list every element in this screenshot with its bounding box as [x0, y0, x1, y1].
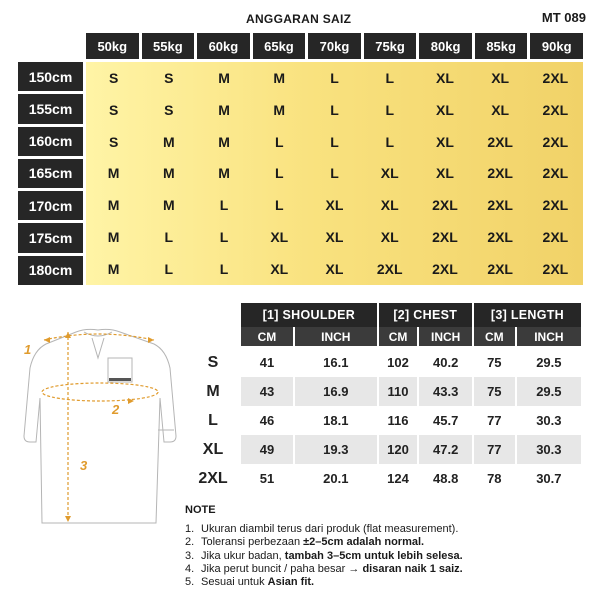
size-cell: L: [330, 165, 339, 182]
size-cell: 2XL: [542, 165, 569, 182]
size-cell: XL: [270, 229, 289, 246]
unit-cell: CM: [474, 327, 515, 346]
size-cell: XL: [380, 229, 399, 246]
height-header: 165cm: [18, 159, 83, 188]
size-cell: M: [218, 69, 230, 86]
weight-header: 55kg: [142, 33, 195, 59]
size-cell: S: [108, 69, 119, 86]
note-text: ±2–5cm adalah normal.: [303, 536, 425, 549]
shoulder-arrow: [44, 334, 154, 340]
note-number: 2.: [185, 536, 195, 549]
size-label: XL: [202, 440, 224, 458]
size-cell: XL: [380, 197, 399, 214]
size-cell: XL: [380, 165, 399, 182]
size-cell: L: [330, 69, 339, 86]
size-cell: S: [164, 69, 174, 86]
measure-row: [187, 377, 581, 406]
size-cell: M: [218, 133, 230, 150]
weight-header: 70kg: [308, 33, 361, 59]
size-label: L: [208, 411, 218, 429]
unit-cell: CM: [379, 327, 418, 346]
unit-cell: INCH: [295, 327, 377, 346]
measure-value: 75: [474, 348, 515, 377]
note-number: 3.: [185, 549, 195, 562]
measurement-table: [185, 303, 583, 493]
note-number: 4.: [185, 562, 195, 575]
weight-header: 80kg: [419, 33, 472, 59]
note-number: 5.: [185, 576, 195, 589]
size-cell: L: [385, 101, 394, 118]
weight-header-row: [86, 33, 583, 59]
measure-value: 78: [474, 464, 515, 493]
weight-header: 65kg: [253, 33, 306, 59]
measure-value: 77: [474, 406, 515, 435]
size-cell: S: [108, 101, 119, 118]
measure-value: 116: [379, 406, 418, 435]
size-cell: L: [330, 101, 339, 118]
size-cell: S: [164, 101, 174, 118]
size-cell: 2XL: [487, 133, 513, 150]
size-cell: 2XL: [432, 229, 458, 246]
measure-value: 41: [241, 348, 293, 377]
size-cell: 2XL: [542, 197, 569, 214]
size-cell: L: [385, 133, 394, 150]
note-text: Ukuran diambil terus dari produk (flat measurement).: [201, 523, 459, 535]
note-text: Asian fit.: [267, 576, 315, 589]
size-cell: XL: [491, 101, 510, 118]
measure-group-row: [187, 303, 581, 327]
measure-value: 40.2: [419, 348, 471, 377]
height-column: [18, 62, 83, 285]
group-chest: [2] CHEST: [379, 303, 472, 327]
group-length: [3] LENGTH: [474, 303, 581, 327]
measure-value: 77: [474, 435, 515, 464]
unit-cell: INCH: [517, 327, 581, 346]
measure-value: 18.1: [295, 406, 377, 435]
measure-value: 51: [241, 464, 293, 493]
measure-row: [187, 435, 581, 464]
size-cell: M: [162, 197, 175, 214]
size-cell: XL: [491, 69, 510, 86]
weight-header: 60kg: [197, 33, 250, 59]
measure-value: 30.3: [517, 435, 581, 464]
measure-row: [187, 406, 581, 435]
size-cell: 2XL: [432, 197, 458, 214]
size-cell: M: [107, 197, 120, 214]
size-cell: L: [330, 133, 339, 150]
size-cell: XL: [435, 69, 454, 86]
group-shoulder: [1] SHOULDER: [241, 303, 377, 327]
note-item: [185, 563, 463, 576]
note-text: Sesuai untuk: [201, 576, 268, 589]
size-cell: 2XL: [542, 69, 569, 86]
height-header: 180cm: [18, 256, 83, 285]
note-text: Jika ukur badan,: [201, 549, 285, 562]
measure-value: 49: [241, 435, 293, 464]
measure-value: 16.1: [295, 348, 377, 377]
measure-value: 75: [474, 377, 515, 406]
measure-value: 30.7: [517, 464, 581, 493]
size-cell: M: [273, 69, 286, 86]
measure-value: 124: [379, 464, 418, 493]
size-cell: L: [164, 261, 174, 278]
size-cell: 2XL: [487, 261, 513, 278]
measure-value: 47.2: [419, 435, 471, 464]
measure-value: 43: [241, 377, 293, 406]
height-header: 155cm: [18, 94, 83, 123]
size-cell: L: [219, 197, 229, 214]
note-item: [185, 576, 463, 589]
height-header: 170cm: [18, 191, 83, 220]
shirt-placket: [92, 338, 104, 358]
size-cell: M: [218, 101, 230, 118]
measure-row: [187, 464, 581, 493]
weight-header: 90kg: [530, 33, 583, 59]
height-header: 150cm: [18, 62, 83, 91]
size-label: S: [207, 353, 219, 371]
size-cell: M: [218, 165, 230, 182]
size-cell: L: [164, 229, 174, 246]
measure-value: 16.9: [295, 377, 377, 406]
size-label: M: [206, 382, 220, 400]
measure-value: 20.1: [295, 464, 377, 493]
note-text: disaran naik 1 saiz.: [362, 562, 463, 575]
label-3: 3: [80, 458, 88, 473]
height-header: 175cm: [18, 223, 83, 252]
shirt-outline: [24, 329, 176, 523]
label-2: 2: [112, 402, 120, 417]
chest-arrow: [42, 383, 158, 401]
weight-header: 75kg: [364, 33, 417, 59]
weight-header: 50kg: [86, 33, 139, 59]
note-text: Toleransi perbezaan: [201, 536, 304, 549]
size-cell: L: [219, 261, 229, 278]
size-label: 2XL: [198, 469, 228, 487]
notes-list: [185, 523, 463, 589]
measure-value: 45.7: [419, 406, 471, 435]
shirt-collar: [84, 332, 112, 336]
size-cell: XL: [325, 197, 344, 214]
measure-value: 102: [379, 348, 418, 377]
size-cell: 2XL: [542, 133, 569, 150]
measure-value: 46: [241, 406, 293, 435]
measure-value: 110: [379, 377, 418, 406]
size-cell: XL: [325, 229, 344, 246]
size-cell: 2XL: [542, 229, 569, 246]
chart-title: ANGGARAN SAIZ: [246, 12, 352, 26]
size-cell: M: [162, 133, 175, 150]
note-item: [185, 523, 463, 536]
size-cell: XL: [325, 261, 344, 278]
size-cell: 2XL: [542, 101, 569, 118]
measure-row: [187, 348, 581, 377]
note-number: 1.: [185, 523, 195, 535]
note-text: Jika perut buncit / paha besar →: [201, 562, 363, 575]
note-item: [185, 550, 463, 563]
size-grid: [18, 62, 583, 285]
shirt-diagram: [14, 318, 184, 528]
note-text: tambah 3–5cm untuk lebih selesa.: [284, 549, 463, 562]
size-cell: M: [162, 165, 175, 182]
measure-value: 29.5: [517, 348, 581, 377]
pocket-welt: [109, 378, 131, 381]
size-cell: L: [274, 165, 284, 182]
weight-header: 85kg: [475, 33, 528, 59]
size-cell: 2XL: [376, 261, 403, 278]
note-title: NOTE: [185, 504, 216, 516]
size-cell: L: [385, 69, 394, 86]
measure-value: 43.3: [419, 377, 471, 406]
measure-unit-row: [187, 327, 581, 346]
size-cell: XL: [435, 133, 454, 150]
label-1: 1: [24, 342, 32, 357]
measure-value: 19.3: [295, 435, 377, 464]
size-cell: 2XL: [487, 165, 513, 182]
size-cell: XL: [435, 101, 454, 118]
size-cell: L: [219, 229, 229, 246]
measure-value: 29.5: [517, 377, 581, 406]
note-item: [185, 536, 463, 549]
size-cell: S: [108, 133, 119, 150]
unit-cell: CM: [241, 327, 293, 346]
size-cell: 2XL: [432, 261, 458, 278]
size-cell: 2XL: [487, 197, 513, 214]
measure-value: 48.8: [419, 464, 471, 493]
product-code: MT 089: [541, 10, 586, 25]
height-header: 160cm: [18, 127, 83, 156]
size-cell: M: [107, 261, 120, 278]
size-cell: L: [274, 133, 284, 150]
measure-value: 120: [379, 435, 418, 464]
size-cell: L: [274, 197, 284, 214]
size-cells: [86, 62, 583, 285]
unit-cell: INCH: [419, 327, 471, 346]
measure-value: 30.3: [517, 406, 581, 435]
size-cell: M: [107, 165, 120, 182]
size-cell: M: [273, 101, 286, 118]
size-cell: 2XL: [542, 261, 569, 278]
size-cell: 2XL: [487, 229, 513, 246]
size-cell: XL: [435, 165, 454, 182]
size-cell: XL: [270, 261, 289, 278]
size-cell: M: [107, 229, 120, 246]
